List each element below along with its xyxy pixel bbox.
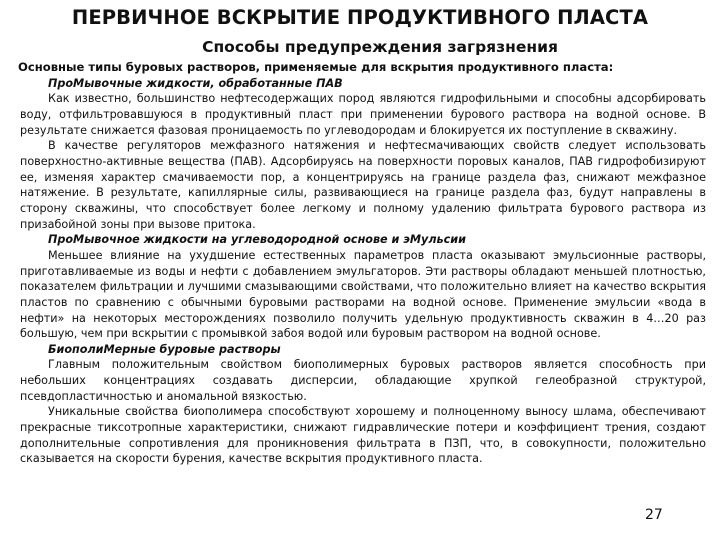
page-number: 27 — [645, 507, 663, 523]
slide-title: ПЕРВИЧНОЕ ВСКРЫТИЕ ПРОДУКТИВНОГО ПЛАСТА — [71, 6, 649, 29]
section-heading-biopolymer-fluids: БиополиМерные буровые растворы — [48, 342, 281, 356]
slide-subtitle: Способы предупреждения загрязнения — [202, 38, 558, 56]
paragraph-surfactant-regulators: В качестве регуляторов межфазного натяжения и нефтесмачивающих свойств следует использовать поверхностно-активные вещества (ПАВ). Адсорбируясь на поверхности поровых каналов, ПАВ гидрофобизируют ее, изменяя характер смачиваемости пор, а концентрируясь на границе раздела фаз, снижают межфазное натяжение. В результате, капиллярные силы, развивающиеся на границе раздела фаз, будут направлены в сторону скважины, что способствует более легкому и полному удалению фильтрата бурового раствора из призабойной зоны при вызове притока. — [20, 139, 706, 231]
paragraph-emulsion-solutions: Меньшее влияние на ухудшение естественных параметров пласта оказывают эмульсионные растворы, приготавливаемые из воды и нефти с добавлением эмульгаторов. Эти растворы обладают меньшей плотностью, показателем фильтрации и лучшими смазывающими свойствами, что положительно влияет на качество вскрытия пластов по сравнению с обычными буровыми растворами на водной основе. Применение эмульсии «вода в нефти» на некоторых месторождениях позволило получить удельную продуктивность скважин в 4…20 раз большую, чем при вскрытии с промывкой забоя водой или буровым раствором на водной основе. — [20, 248, 706, 341]
intro-text: Основные типы буровых растворов, применяемые для вскрытия продуктивного пласта: — [18, 60, 614, 74]
paragraph-biopolymer-benefits: Уникальные свойства биополимера способствуют хорошему и полноценному выносу шлама, обеспечивают прекрасные тиксотропные характеристики, снижают гидравлические потери и коэффициент трения, создают дополнительные сопротивления для проникновения фильтрата в ПЗП, что, в совокупности, положительно сказывается на скорости бурения, качестве вскрытия продуктивного пласта. — [20, 405, 706, 466]
section-heading-surfactant-fluids: ПроМывочные жидкости, обработанные ПАВ — [48, 76, 343, 90]
slide-body — [20, 60, 706, 467]
section-heading-oil-based-emulsions: ПроМывочное жидкости на углеводородной основе и эМульсии — [48, 233, 466, 247]
paragraph-hydrophilic-rocks: Как известно, большинство нефтесодержащих пород являются гидрофильными и способны адсорбировать воду, отфильтровавшуюся в продуктивный пласт при применении бурового раствора на водной основе. В результате снижается фазовая проницаемость по углеводородам и блокируется их поступление в скважину. — [20, 92, 706, 137]
paragraph-biopolymer-property: Главным положительным свойством биополимерных буровых растворов является способность при небольших концентрациях создавать дисперсии, обладающие хрупкой гелеобразной структурой, псевдопластичностью и аномальной вязкостью. — [20, 358, 706, 403]
